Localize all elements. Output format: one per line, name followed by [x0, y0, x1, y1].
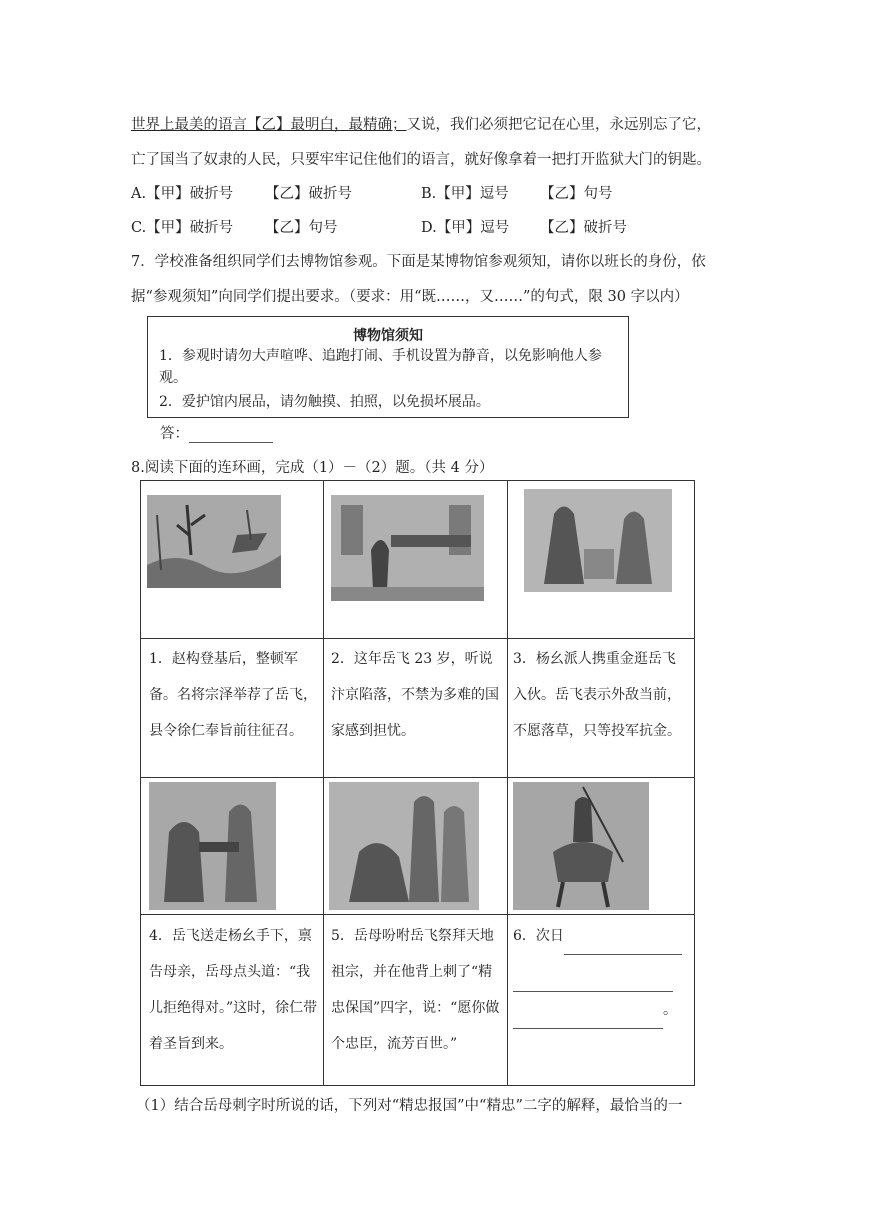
q6-line-2: 亡了国当了奴隶的人民，只要牢牢记住他们的语言，就好像拿着一把打开监狱大门的钥匙。: [131, 152, 711, 168]
notice-item-1: 1．参观时请勿大声喧哗、追跑打闹、手机设置为静音，以免影响他人参观。: [159, 348, 602, 386]
comic-caption-6-start: 6．次日: [513, 928, 564, 944]
q6-line-1-rest: 又说，我们必须把它记在心里，永远别忘了它，: [406, 117, 711, 133]
option-a-second: 【乙】破折号: [265, 186, 352, 202]
q8-heading: 8.阅读下面的连环画，完成（1）－（2）题。（共 4 分）: [131, 460, 494, 476]
notice-title: 博物馆须知: [353, 328, 423, 344]
notice-item-2: 2．爱护馆内展品，请勿触摸、拍照，以免损坏展品。: [159, 394, 490, 410]
comic-panel-1-illustration: [147, 495, 281, 588]
caption-6-blank-1[interactable]: [564, 918, 682, 955]
q6-line-1: [131, 113, 711, 134]
caption-6-blank-3[interactable]: [513, 992, 663, 1029]
comic-panel-6-illustration: [513, 782, 649, 910]
answer-blank[interactable]: [189, 426, 273, 443]
option-d-second: 【乙】破折号: [540, 220, 627, 236]
q6-underlined-text: 世界上最美的语言【乙】最明白，最精确；: [131, 117, 407, 133]
comic-caption-2: 2．这年岳飞 23 岁，听说汴京陷落，不禁为多难的国家感到担忧。: [331, 651, 499, 739]
comic-panel-5-illustration: [329, 782, 479, 910]
option-b-first: B.【甲】逗号: [421, 186, 509, 202]
comic-caption-1: 1．赵构登基后，整顿军备。名将宗泽举荐了岳飞，县令徐仁奉旨前往征召。: [149, 651, 317, 739]
comic-panel-3-illustration: [524, 489, 672, 592]
option-a-first: A.【甲】破折号: [131, 186, 234, 202]
comic-strip-table: [140, 480, 695, 1086]
caption-6-blank-2[interactable]: [513, 955, 673, 992]
option-d-first: D.【甲】逗号: [421, 220, 510, 236]
comic-panel-2-illustration: [331, 495, 484, 601]
answer-label: 答：: [160, 426, 189, 442]
q7-line-1: 7．学校准备组织同学们去博物馆参观。下面是某博物馆参观须知，请你以班长的身份，依: [131, 254, 706, 270]
museum-notice-box: [147, 316, 629, 418]
q7-line-2: 据“参观须知”向同学们提出要求。（要求：用“既……，又……”的句式，限 30 字以内）: [131, 289, 689, 305]
caption-6-end-mark: 。: [663, 1002, 677, 1018]
q8-sub-question-1: （1）结合岳母刺字时所说的话，下列对“精忠报国”中“精忠”二字的解释，最恰当的一: [136, 1098, 683, 1114]
answer-row: [160, 422, 273, 443]
comic-caption-6: [513, 918, 693, 1029]
option-b-second: 【乙】句号: [540, 186, 613, 202]
comic-caption-3: 3．杨幺派人携重金逛岳飞入伙。岳飞表示外敌当前，不愿落草，只等投军抗金。: [513, 651, 681, 739]
comic-caption-5: 5．岳母吩咐岳飞祭拜天地祖宗，并在他背上刺了“精忠保国”四字，说：“愿你做个忠臣，流芳百世。”: [331, 928, 500, 1052]
option-c-second: 【乙】句号: [265, 220, 338, 236]
option-c-first: C.【甲】破折号: [131, 220, 234, 236]
comic-panel-4-illustration: [149, 782, 276, 910]
comic-caption-4: 4．岳飞送走杨幺手下，禀告母亲，岳母点头道：“我儿拒绝得对。”这时，徐仁带着圣旨到来。: [149, 928, 318, 1052]
